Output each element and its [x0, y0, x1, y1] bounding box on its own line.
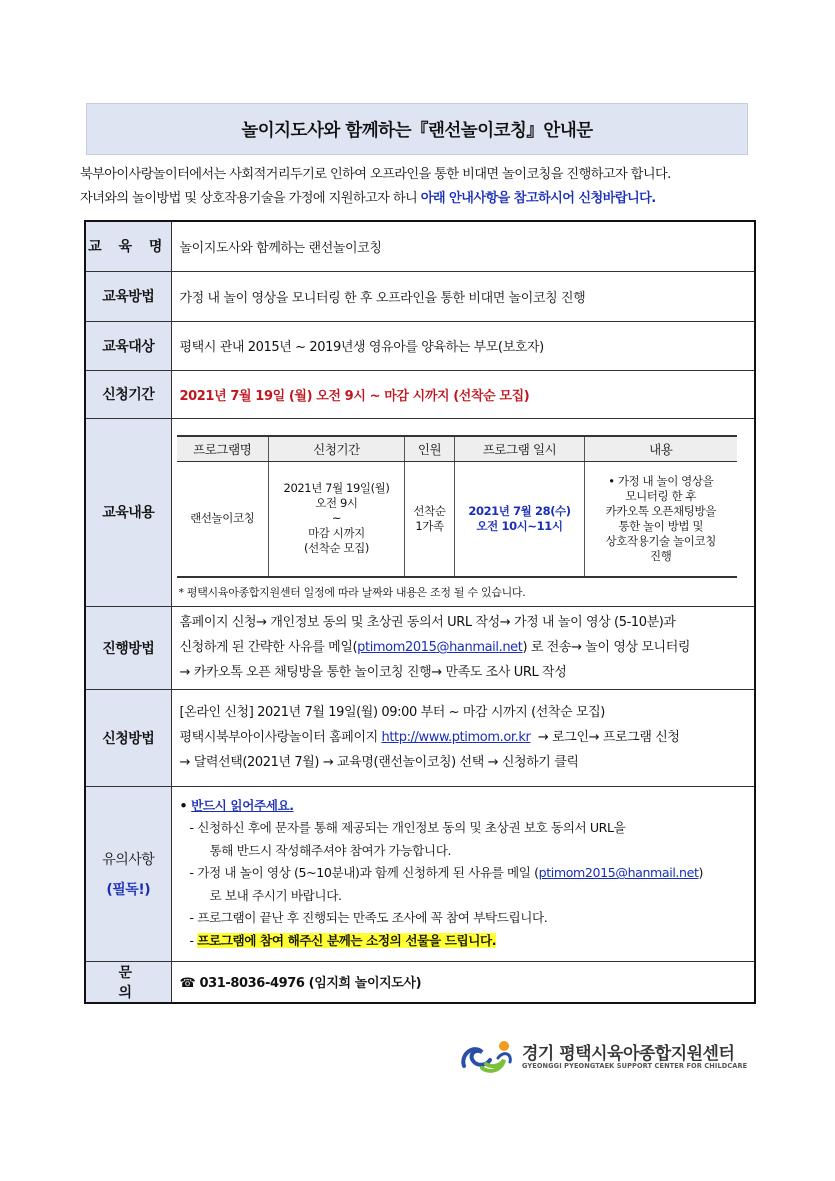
value-content [171, 418, 755, 606]
label-content: 교육내용 [85, 418, 171, 606]
value-process [171, 606, 755, 689]
row-method [85, 271, 755, 321]
row-content [85, 418, 755, 606]
notice-item-3: - 프로그램이 끝난 후 진행되는 만족도 조사에 꼭 참여 부탁드립니다. [189, 910, 548, 926]
label-course-name: 교 육 명 [85, 221, 171, 271]
notice-item-4: - 프로그램에 참여 해주신 분께는 소정의 선물을 드립니다. [189, 932, 497, 948]
datetime-line: 2021년 7월 28(수) [468, 503, 571, 518]
row-inquiry [85, 961, 755, 1003]
notice-gift-highlight: 프로그램에 참여 해주신 분께는 소정의 선물을 드립니다. [197, 932, 497, 948]
header-apply-period: 신청기간 [269, 436, 405, 462]
label-process: 진행방법 [85, 606, 171, 689]
apply-period-line: ~ [331, 511, 342, 525]
notice-item-2a-pre: - 가정 내 놀이 영상 (5~10분내)과 함께 신청하게 된 사유를 메일 ( [189, 865, 539, 881]
notice-item-2b: 로 보내 주시기 바랍니다. [209, 887, 342, 903]
info-table [84, 220, 756, 1004]
process-line-1: 홈페이지 신청→ 개인정보 동의 및 초상권 동의서 URL 작성→ 가정 내 놀이 영상 (5-10분)과 [179, 615, 676, 630]
apply-period-line: (선착순 모집) [304, 541, 369, 555]
apply-line-2 [180, 725, 755, 750]
notice-item-2a-post: ) [698, 865, 704, 881]
capacity-line: 1가족 [415, 518, 444, 533]
center-logo-name: 경기 평택시육아종합지원센터 [522, 1044, 735, 1064]
label-apply: 신청방법 [85, 689, 171, 786]
row-target [85, 321, 755, 370]
cell-program: 랜선놀이코칭 [177, 461, 269, 577]
notice-item-1b: 통해 반드시 작성해주셔야 참여가 가능합니다. [209, 842, 452, 858]
bullet-icon: • [179, 797, 188, 813]
apply-period-line: 마감 시까지 [308, 526, 365, 540]
header-program: 프로그램명 [177, 436, 269, 462]
apply-line-2-pre: 평택시북부아이사랑놀이터 홈페이지 [179, 730, 382, 745]
notice-email-link[interactable]: ptimom2015@hanmail.net [538, 865, 699, 881]
label-target: 교육대상 [85, 321, 171, 370]
value-period: 2021년 7월 19일 (월) 오전 9시 ~ 마감 시까지 (선착순 모집) [171, 370, 755, 418]
label-method: 교육방법 [85, 271, 171, 321]
notice-item-1a: - 신청하신 후에 문자를 통해 제공되는 개인정보 동의 및 초상권 보호 동의서 URL을 [189, 820, 626, 836]
apply-line-1: [온라인 신청] 2021년 7월 19일(월) 09:00 부터 ~ 마감 시까지 (선착순 모집) [179, 705, 605, 720]
label-inquiry: 문 의 [85, 961, 171, 1003]
row-apply [85, 689, 755, 786]
email-link[interactable]: ptimom2015@hanmail.net [357, 640, 523, 655]
notice-head-text: 반드시 읽어주세요. [191, 797, 294, 813]
row-course-name [85, 221, 755, 271]
cell-datetime [455, 461, 585, 577]
cell-capacity [405, 461, 455, 577]
page-title [86, 103, 748, 155]
notice-label-text: 유의사항 [102, 851, 155, 868]
center-logo-icon [460, 1036, 520, 1076]
intro-paragraph [80, 163, 760, 211]
program-table [177, 435, 737, 578]
value-course-name: 놀이지도사와 함께하는 랜선놀이코칭 [171, 221, 755, 271]
details-line: 카카오톡 오픈채팅방을 [605, 503, 716, 518]
details-line: 진행 [650, 548, 672, 563]
value-notice [171, 786, 755, 961]
value-apply [171, 689, 755, 786]
apply-period-line: 2021년 7월 19일(월) [283, 481, 390, 495]
capacity-line: 선착순 [413, 503, 446, 518]
page-title-text: 놀이지도사와 함께하는『랜선놀이코칭』안내문 [241, 120, 593, 141]
notice-label-must-read: (필독!) [106, 881, 151, 898]
cell-details [585, 461, 737, 577]
intro-line-2 [80, 187, 760, 211]
details-line: • 가정 내 놀이 영상을 [608, 473, 714, 488]
apply-line-3: → 달력선택(2021년 7월) → 교육명(랜선놀이코칭) 선택 → 신청하기 클릭 [179, 755, 579, 770]
label-notice [85, 786, 171, 961]
datetime-line: 오전 10시~11시 [476, 518, 563, 533]
details-line: 상호작용기술 놀이코칭 [605, 533, 716, 548]
inquiry-phone: 031-8036-4976 (임지희 놀이지도사) [199, 976, 422, 991]
details-line: 통한 놀이 방법 및 [618, 518, 704, 533]
intro-line-1: 북부아이사랑놀이터에서는 사회적거리두기로 인하여 오프라인을 통한 비대면 놀이코칭을 진행하고자 합니다. [80, 167, 671, 182]
header-datetime: 프로그램 일시 [455, 436, 585, 462]
notice-head [180, 795, 755, 818]
notice-item-2a [180, 862, 755, 885]
phone-icon: ☎ [179, 976, 196, 991]
value-inquiry [171, 961, 755, 1003]
center-logo [460, 1036, 760, 1076]
apply-line-2-post: → 로그인→ 프로그램 신청 [530, 730, 680, 745]
center-logo-english: GYEONGGI PYEONGTAEK SUPPORT CENTER FOR CHILDCARE [522, 1062, 748, 1070]
value-target: 평택시 관내 2015년 ~ 2019년생 영유아를 양육하는 부모(보호자) [171, 321, 755, 370]
process-line-2 [180, 635, 755, 660]
label-period: 신청기간 [85, 370, 171, 418]
cell-apply-period [269, 461, 405, 577]
header-capacity: 인원 [405, 436, 455, 462]
value-method: 가정 내 놀이 영상을 모니터링 한 후 오프라인을 통한 비대면 놀이코칭 진행 [171, 271, 755, 321]
details-line: 모니터링 한 후 [625, 488, 697, 503]
intro-highlight: 아래 안내사항을 참고하시어 신청바랍니다. [420, 191, 656, 206]
row-notice [85, 786, 755, 961]
process-line-3: → 카카오톡 오픈 채팅방을 통한 놀이코칭 진행→ 만족도 조사 URL 작성 [179, 665, 567, 680]
row-period [85, 370, 755, 418]
process-line-2-post: ) 로 전송→ 놀이 영상 모니터링 [522, 640, 691, 655]
apply-period-line: 오전 9시 [315, 496, 358, 510]
row-process [85, 606, 755, 689]
process-line-2-pre: 신청하게 된 간략한 사유를 메일( [179, 640, 358, 655]
homepage-link[interactable]: http://www.ptimom.or.kr [381, 730, 531, 745]
header-details: 내용 [585, 436, 737, 462]
schedule-note: * 평택시육아종합지원센터 일정에 따라 날짜와 내용은 조정 될 수 있습니다. [178, 585, 526, 599]
intro-line-2-text: 자녀와의 놀이방법 및 상호작용기술을 가정에 지원하고자 하니 [80, 191, 421, 206]
